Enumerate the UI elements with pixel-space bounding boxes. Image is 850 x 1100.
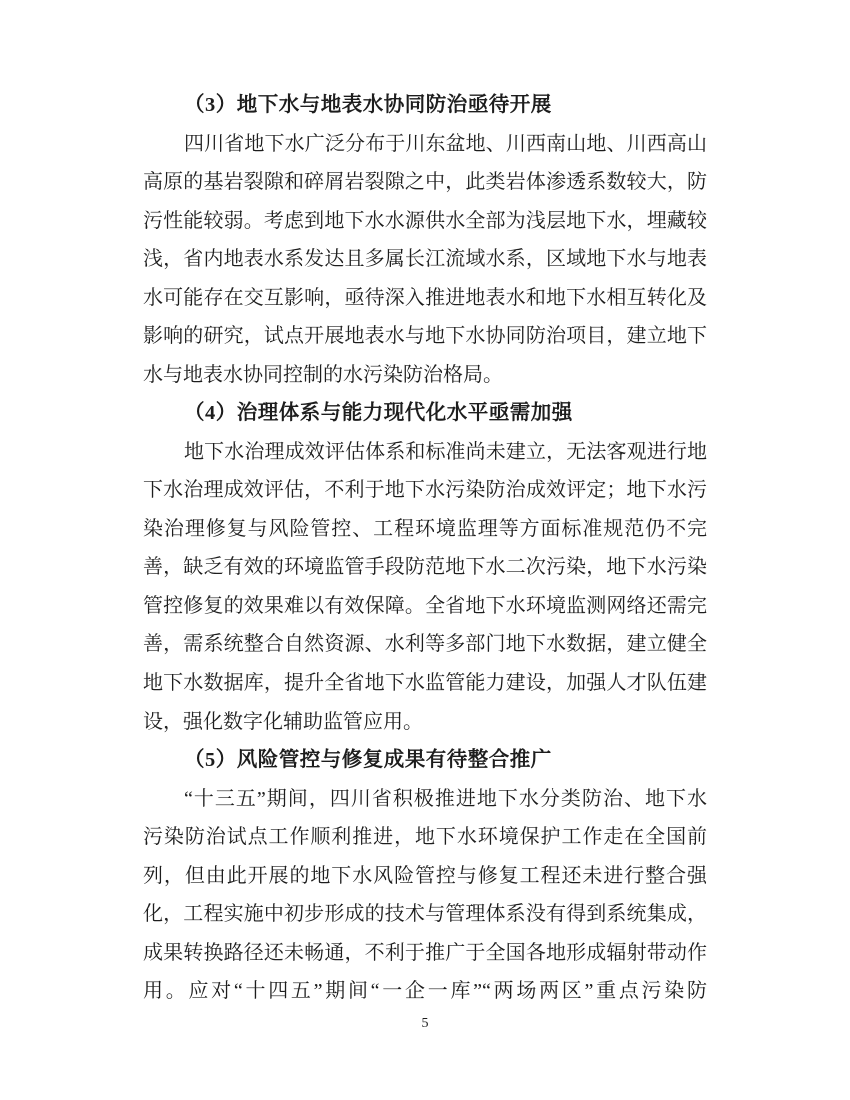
- paragraph-line: 四川省地下水广泛分布于川东盆地、川西南山地、川西高山: [184, 132, 707, 155]
- paragraph-line: 成果转换路径还未畅通，不利于推广于全国各地形成辐射带动作: [143, 941, 707, 964]
- paragraph-line: 化，工程实施中初步形成的技术与管理体系没有得到系统集成，: [143, 903, 707, 926]
- paragraph-line: 善，缺乏有效的环境监管手段防范地下水二次污染，地下水污染: [143, 556, 707, 579]
- paragraph-line: 下水治理成效评估，不利于地下水污染防治成效评定；地下水污: [143, 479, 707, 502]
- paragraph-line: 地下水数据库，提升全省地下水监管能力建设，加强人才队伍建: [143, 671, 707, 694]
- paragraph-line: 列，但由此开展的地下水风险管控与修复工程还未进行整合强: [143, 864, 707, 887]
- paragraph-line: 水与地表水协同控制的水污染防治格局。: [143, 363, 503, 386]
- paragraph-line: 浅，省内地表水系发达且多属长江流域水系，区域地下水与地表: [143, 248, 707, 271]
- text-block: [143, 86, 707, 1011]
- paragraph-line: 设，强化数字化辅助监管应用。: [143, 710, 423, 733]
- paragraph-line: 污性能较弱。考虑到地下水水源供水全部为浅层地下水，埋藏较: [143, 209, 707, 232]
- paragraph-line: 污染防治试点工作顺利推进，地下水环境保护工作走在全国前: [143, 826, 707, 849]
- section-heading-3: （3）地下水与地表水协同防治亟待开展: [184, 94, 552, 116]
- paragraph-line: 影响的研究，试点开展地表水与地下水协同防治项目，建立地下: [143, 325, 707, 348]
- paragraph-line: 用。应对“十四五”期间“一企一库”“两场两区”重点污染防: [143, 980, 707, 1003]
- paragraph-line: 善，需系统整合自然资源、水利等多部门地下水数据，建立健全: [143, 633, 707, 656]
- paragraph-line: 高原的基岩裂隙和碎屑岩裂隙之中，此类岩体渗透系数较大，防: [143, 171, 707, 194]
- paragraph-line: 染治理修复与风险管控、工程环境监理等方面标准规范仍不完: [143, 517, 707, 540]
- section-heading-4: （4）治理体系与能力现代化水平亟需加强: [184, 402, 573, 425]
- page-number: 5: [421, 1016, 429, 1031]
- paragraph-line: 地下水治理成效评估体系和标准尚未建立，无法客观进行地: [184, 440, 707, 463]
- paragraph-line: 管控修复的效果难以有效保障。全省地下水环境监测网络还需完: [143, 594, 707, 617]
- paragraph-line: 水可能存在交互影响，亟待深入推进地表水和地下水相互转化及: [143, 286, 707, 309]
- section-heading-5: （5）风险管控与修复成果有待整合推广: [184, 749, 552, 772]
- paragraph-line: “十三五”期间，四川省积极推进地下水分类防治、地下水: [184, 787, 707, 810]
